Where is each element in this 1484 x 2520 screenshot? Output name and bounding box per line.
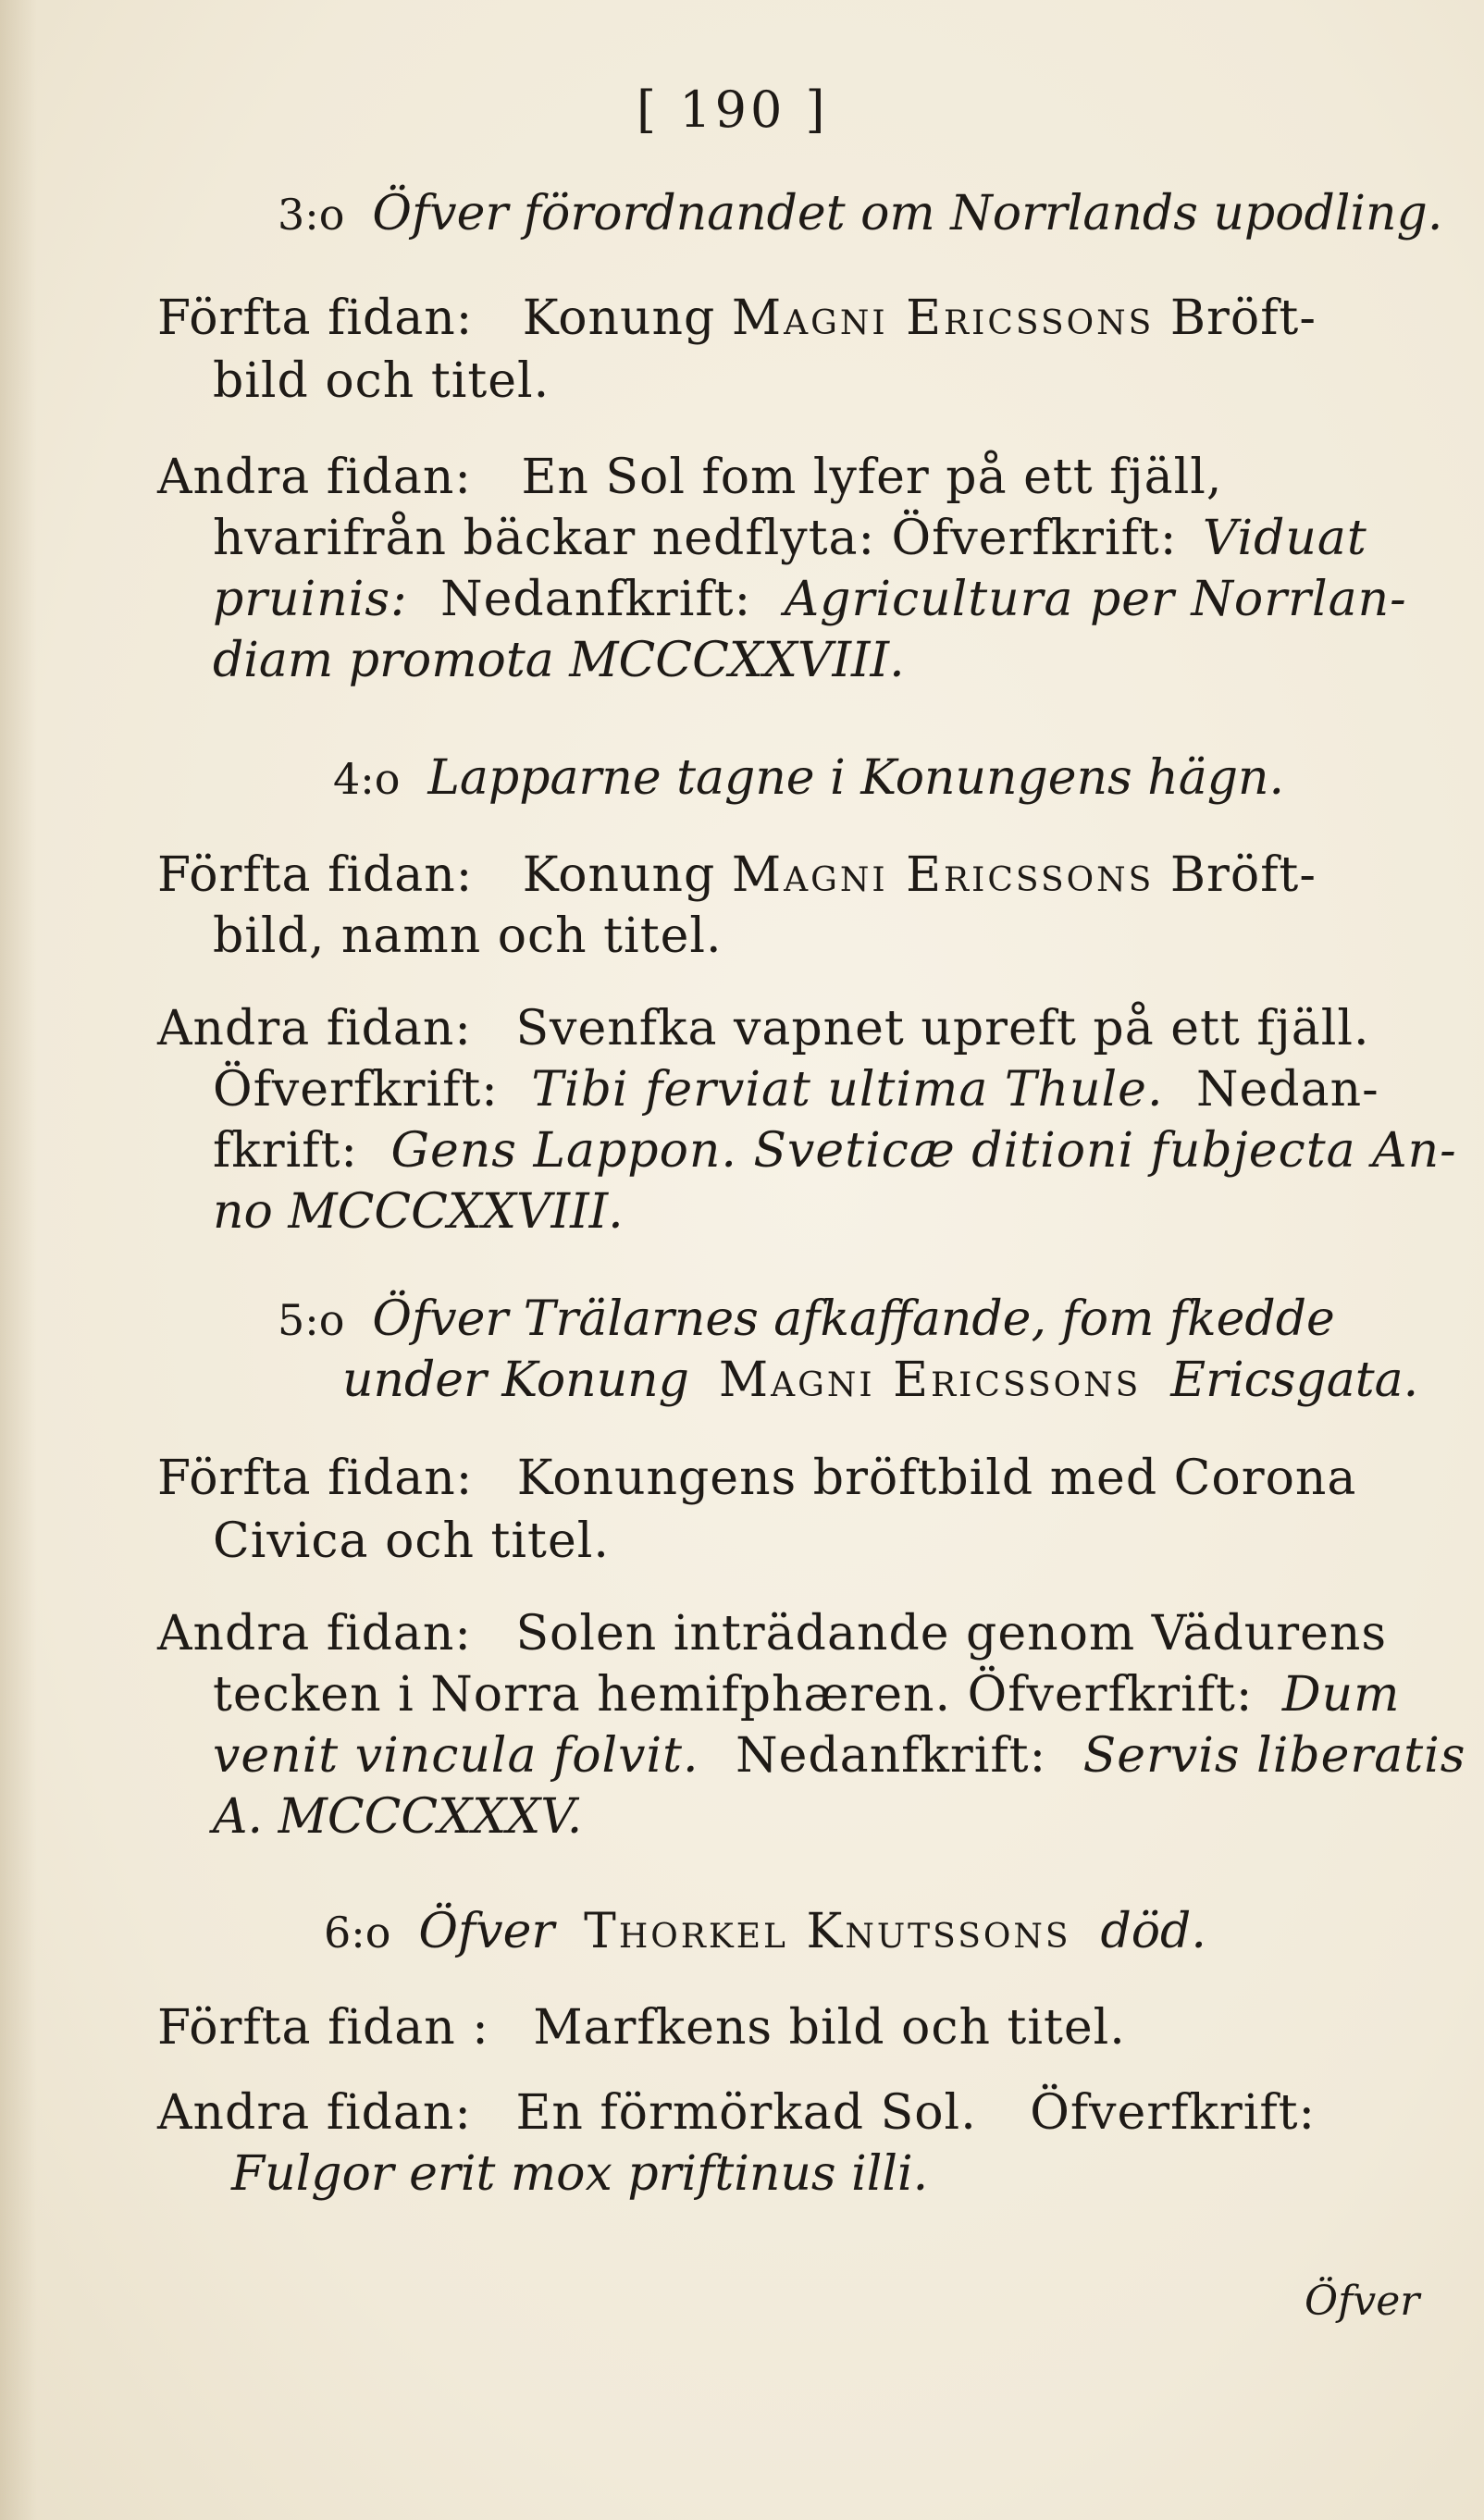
section-4-first-side-cont: bild, namn och titel. <box>213 908 723 964</box>
page-gutter-shadow <box>0 0 37 2520</box>
section-4-subscript-label-cont: fkrift: <box>213 1123 358 1179</box>
section-3-king-name: Magni Ericssons <box>731 290 1155 346</box>
section-5-second-side <box>157 1606 1388 1661</box>
page-number: [ 190 ] <box>637 80 829 139</box>
section-3-second-side-line2 <box>213 511 1367 566</box>
section-3-heading <box>278 186 1443 241</box>
section-6-title-end: död. <box>1100 1904 1206 1959</box>
section-3-subscript-cont: diam promota MCCCXXVIII. <box>213 633 905 688</box>
section-4-subscript: Gens Lappon. Sveticæ ditioni fubjecta An- <box>390 1123 1457 1179</box>
section-4-king-name: Magni Ericssons <box>731 847 1155 903</box>
section-5-subscript: Servis liberatis <box>1082 1728 1466 1784</box>
section-5-second-side-line2 <box>213 1667 1401 1723</box>
section-3-number: 3:o <box>278 190 345 240</box>
section-3-second-side-line3 <box>213 572 1407 627</box>
section-4-first-side-text-end: Bröft- <box>1169 847 1317 903</box>
section-6-second-side-label: Andra fidan: <box>157 2085 472 2141</box>
section-3-subscript-label: Nedanfkrift: <box>440 572 752 627</box>
section-4-inscription: Tibi ferviat ultima Thule. <box>531 1062 1164 1118</box>
section-4-inscription-label: Öfverfkrift: <box>213 1062 499 1118</box>
section-3-inscription-cont: pruinis: <box>213 572 408 627</box>
section-4-second-side-label: Andra fidan: <box>157 1001 472 1056</box>
section-4-second-side-line3 <box>213 1123 1457 1179</box>
section-6-first-side <box>157 2000 1126 2056</box>
section-4-first-side-text: Konung <box>522 847 716 903</box>
section-4-number: 4:o <box>333 754 401 804</box>
section-5-first-side-cont: Civica och titel. <box>213 1513 610 1569</box>
section-5-inscription-cont: venit vincula folvit. <box>213 1728 699 1784</box>
section-5-second-side-text: Solen inträdande genom Vädurens <box>515 1606 1388 1661</box>
section-5-heading-line2 <box>342 1353 1419 1408</box>
section-3-first-side <box>157 290 1317 346</box>
section-6-second-side <box>157 2085 1317 2141</box>
section-4-second-side <box>157 1001 1370 1056</box>
section-6-first-side-label: Förfta fidan : <box>157 2000 489 2056</box>
section-3-first-side-text-end: Bröft- <box>1169 290 1317 346</box>
section-5-inscription: Dum <box>1281 1667 1401 1723</box>
section-4-first-side <box>157 847 1317 903</box>
section-4-title: Lapparne tagne i Konungens hägn. <box>427 750 1285 806</box>
section-3-first-side-text: Konung <box>522 290 716 346</box>
section-3-second-side-text: En Sol fom lyfer på ett fjäll, <box>521 450 1223 505</box>
section-4-first-side-label: Förfta fidan: <box>157 847 474 903</box>
section-5-subscript-cont: A. MCCCXXXV. <box>213 1789 583 1845</box>
section-5-heading <box>278 1291 1335 1347</box>
section-6-inscription: Fulgor erit mox priftinus illi. <box>231 2146 929 2202</box>
section-5-title-cont: under Konung <box>342 1353 689 1408</box>
section-3-second-side-label: Andra fidan: <box>157 450 472 505</box>
section-5-first-side-text: Konungens bröftbild med Corona <box>516 1451 1357 1506</box>
section-3-inscription-label: hvarifrån bäckar nedflyta: Öfverfkrift: <box>213 511 1178 566</box>
section-6-name: Thorkel Knutssons <box>584 1904 1071 1959</box>
section-4-subscript-label: Nedan- <box>1196 1062 1379 1118</box>
section-5-inscription-label: tecken i Norra hemifphæren. Öfverfkrift: <box>213 1667 1254 1723</box>
section-5-second-side-line3 <box>213 1728 1466 1784</box>
section-5-number: 5:o <box>278 1295 345 1345</box>
section-4-second-side-line2 <box>213 1062 1379 1118</box>
section-4-subscript-cont: no MCCCXXVIII. <box>213 1184 624 1240</box>
section-3-subscript: Agricultura per Norrlan- <box>784 572 1407 627</box>
section-5-first-side <box>157 1451 1357 1506</box>
section-3-inscription: Viduat <box>1202 511 1367 566</box>
section-3-first-side-label: Förfta fidan: <box>157 290 474 346</box>
section-3-first-side-cont: bild och titel. <box>213 353 550 409</box>
section-6-first-side-text: Marfkens bild och titel. <box>533 2000 1126 2056</box>
section-3-second-side <box>157 450 1223 505</box>
section-5-title: Öfver Trälarnes afkaffande, fom fkedde <box>372 1291 1335 1347</box>
section-6-number: 6:o <box>324 1908 391 1958</box>
section-5-subscript-label: Nedanfkrift: <box>736 1728 1047 1784</box>
catchword: Öfver <box>1305 2278 1420 2325</box>
section-6-heading <box>324 1904 1206 1959</box>
section-5-title-end: Ericsgata. <box>1170 1353 1419 1408</box>
section-6-second-side-text: En förmörkad Sol. <box>515 2085 977 2141</box>
section-4-second-side-text: Svenfka vapnet upreft på ett fjäll. <box>515 1001 1370 1056</box>
section-4-heading <box>333 750 1285 806</box>
section-6-title: Öfver <box>418 1904 555 1959</box>
section-5-second-side-label: Andra fidan: <box>157 1606 472 1661</box>
section-6-inscription-label: Öfverfkrift: <box>1030 2085 1317 2141</box>
section-5-king-name: Magni Ericssons <box>718 1353 1142 1408</box>
section-5-first-side-label: Förfta fidan: <box>157 1451 474 1506</box>
section-3-title: Öfver förordnandet om Norrlands upodling. <box>372 186 1443 241</box>
